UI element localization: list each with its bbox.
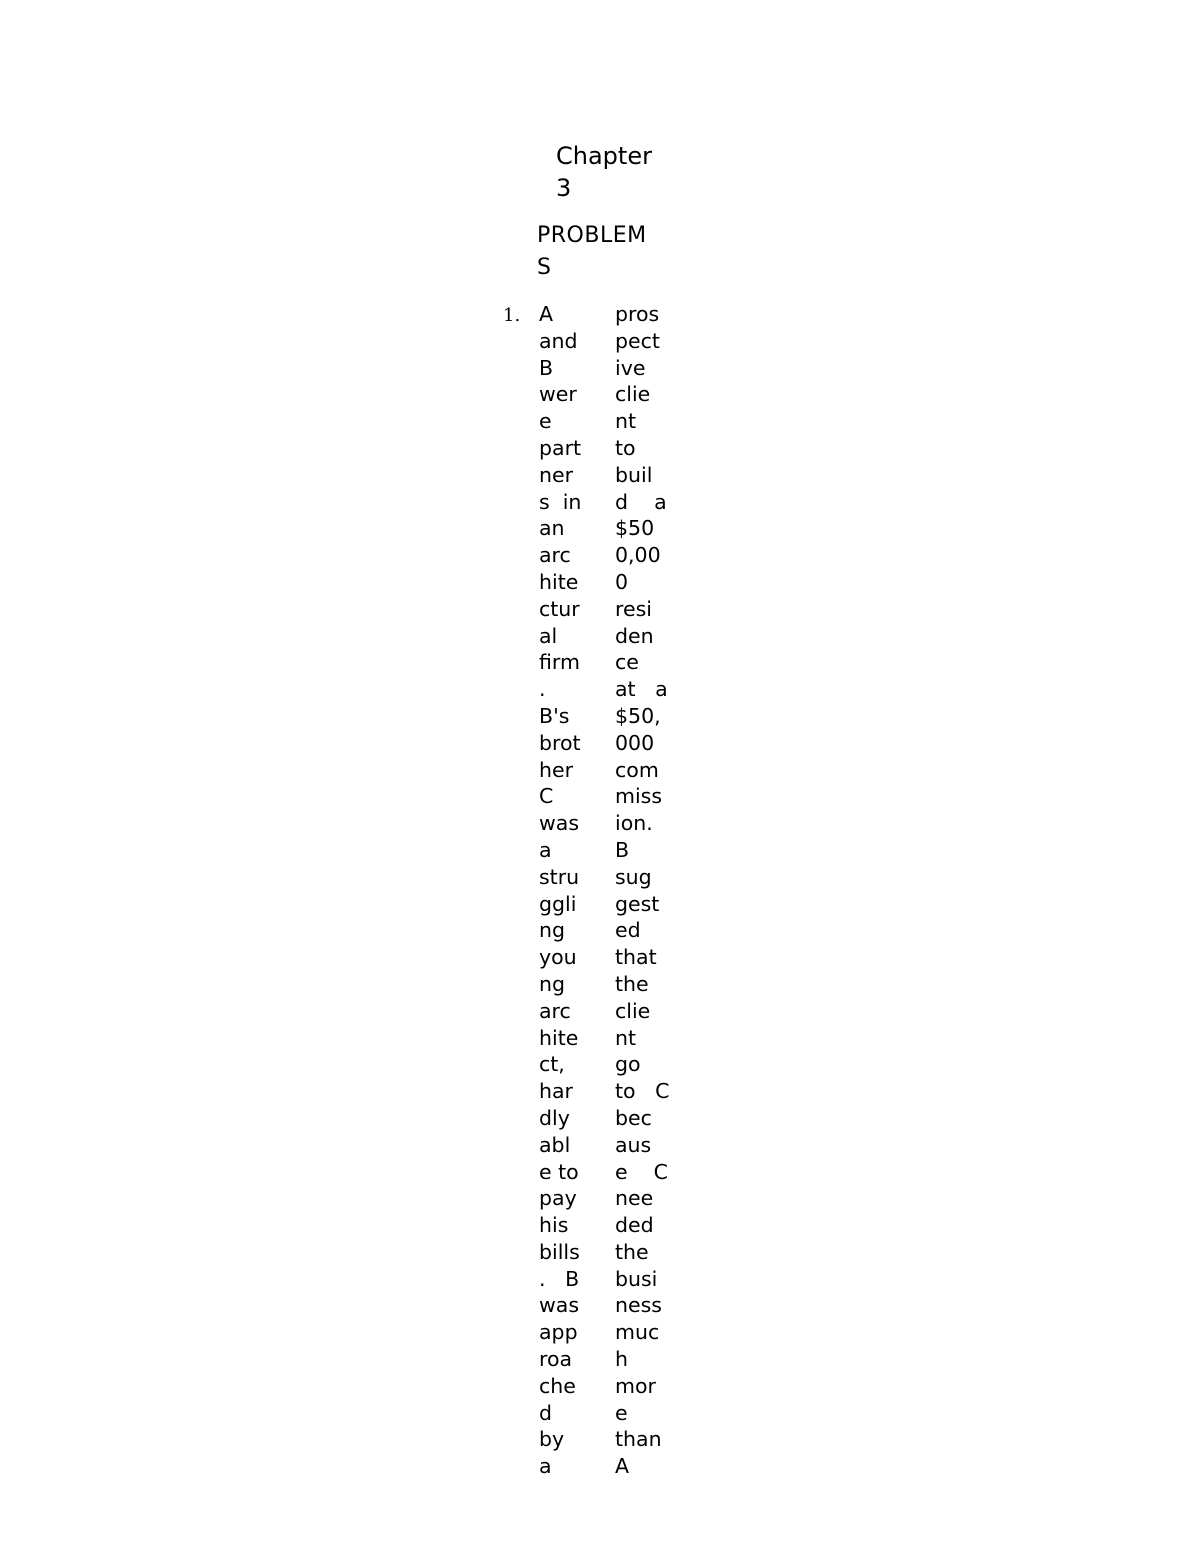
- text-fragment: was: [539, 1293, 580, 1318]
- text-fragment: nee: [615, 1186, 654, 1211]
- text-fragment: e: [615, 1400, 628, 1425]
- text-fragment: his: [539, 1213, 569, 1238]
- text-fragment: ion.: [615, 811, 653, 836]
- text-fragment: dly: [539, 1105, 570, 1130]
- text-fragment: a: [539, 1454, 552, 1479]
- text-fragment: stru: [539, 864, 580, 889]
- text-fragment: the: [615, 1239, 649, 1264]
- text-fragment: miss: [615, 784, 663, 809]
- text-fragment: 000: [615, 730, 655, 755]
- text-fragment: ner: [539, 462, 574, 487]
- text-fragment: an: [539, 516, 565, 541]
- text-fragment: pay: [539, 1186, 577, 1211]
- text-fragment: clie: [615, 382, 651, 407]
- text-fragment: aus: [615, 1132, 652, 1157]
- text-fragment: at a: [615, 677, 668, 702]
- text-fragment: buil: [615, 462, 653, 487]
- text-fragment: $50: [615, 516, 655, 541]
- text-fragment: d: [539, 1400, 553, 1425]
- text-fragment: A: [615, 1454, 630, 1479]
- text-fragment: mor: [615, 1373, 656, 1398]
- text-fragment: pect: [615, 328, 660, 353]
- text-fragment: firm: [539, 650, 580, 675]
- text-fragment: e to: [539, 1159, 579, 1184]
- text-fragment: e C: [615, 1159, 668, 1184]
- text-fragment: ggli: [539, 891, 577, 916]
- text-fragment: 0,00: [615, 543, 661, 568]
- text-fragment: e: [539, 409, 552, 434]
- text-fragment: C: [539, 784, 554, 809]
- text-fragment: ded: [615, 1213, 654, 1238]
- text-fragment: ive: [615, 355, 646, 380]
- text-fragment: che: [539, 1373, 576, 1398]
- text-fragment: part: [539, 435, 582, 460]
- text-fragment: app: [539, 1320, 578, 1345]
- text-fragment: B: [539, 355, 554, 380]
- text-fragment: was: [539, 811, 580, 836]
- text-fragment: . B: [539, 1266, 580, 1291]
- text-fragment: ng: [539, 971, 566, 996]
- text-fragment: clie: [615, 998, 651, 1023]
- text-fragment: to C: [615, 1079, 670, 1104]
- text-fragment: .: [539, 677, 546, 702]
- text-fragment: s in: [539, 489, 582, 514]
- text-fragment: com: [615, 757, 659, 782]
- text-fragment: h: [615, 1347, 628, 1372]
- text-fragment: that: [615, 945, 657, 970]
- section-heading: PROBLEM S: [537, 223, 647, 280]
- text-fragment: nt: [615, 409, 637, 434]
- text-fragment: and: [539, 328, 578, 353]
- text-fragment: B: [615, 837, 630, 862]
- text-fragment: abl: [539, 1132, 571, 1157]
- text-fragment: har: [539, 1079, 573, 1104]
- text-fragment: wer: [539, 382, 577, 407]
- text-fragment: ed: [615, 918, 641, 943]
- text-fragment: $50,: [615, 703, 661, 728]
- text-fragment: resi: [615, 596, 652, 621]
- text-fragment: sug: [615, 864, 652, 889]
- text-fragment: hite: [539, 1025, 579, 1050]
- text-fragment: den: [615, 623, 654, 648]
- text-fragment: ness: [615, 1293, 662, 1318]
- text-fragment: ce: [615, 650, 639, 675]
- text-fragment: go: [615, 1052, 641, 1077]
- text-fragment: a: [539, 837, 552, 862]
- problem-text-column-left: [539, 301, 599, 1480]
- text-fragment: her: [539, 757, 574, 782]
- text-fragment: by: [539, 1427, 565, 1452]
- text-fragment: arc: [539, 543, 571, 568]
- text-fragment: ct,: [539, 1052, 565, 1077]
- text-fragment: brot: [539, 730, 581, 755]
- text-fragment: the: [615, 971, 649, 996]
- text-fragment: 0: [615, 569, 629, 594]
- text-fragment: muc: [615, 1320, 660, 1345]
- text-fragment: roa: [539, 1347, 573, 1372]
- text-fragment: bills: [539, 1239, 580, 1264]
- text-fragment: pros: [615, 302, 660, 326]
- text-fragment: nt: [615, 1025, 637, 1050]
- text-fragment: you: [539, 945, 577, 970]
- text-fragment: B's: [539, 703, 570, 728]
- text-fragment: al: [539, 623, 558, 648]
- problem-text-column-right: [615, 301, 675, 1480]
- text-fragment: arc: [539, 998, 571, 1023]
- text-fragment: hite: [539, 569, 579, 594]
- text-fragment: than: [615, 1427, 662, 1452]
- text-fragment: A: [539, 302, 554, 326]
- text-fragment: bec: [615, 1105, 652, 1130]
- text-fragment: ng: [539, 918, 566, 943]
- problem-number: 1.: [503, 305, 521, 326]
- text-fragment: d a: [615, 489, 667, 514]
- text-fragment: busi: [615, 1266, 658, 1291]
- chapter-title: Chapter 3: [556, 142, 652, 202]
- text-fragment: ctur: [539, 596, 580, 621]
- text-fragment: to: [615, 435, 636, 460]
- text-fragment: gest: [615, 891, 660, 916]
